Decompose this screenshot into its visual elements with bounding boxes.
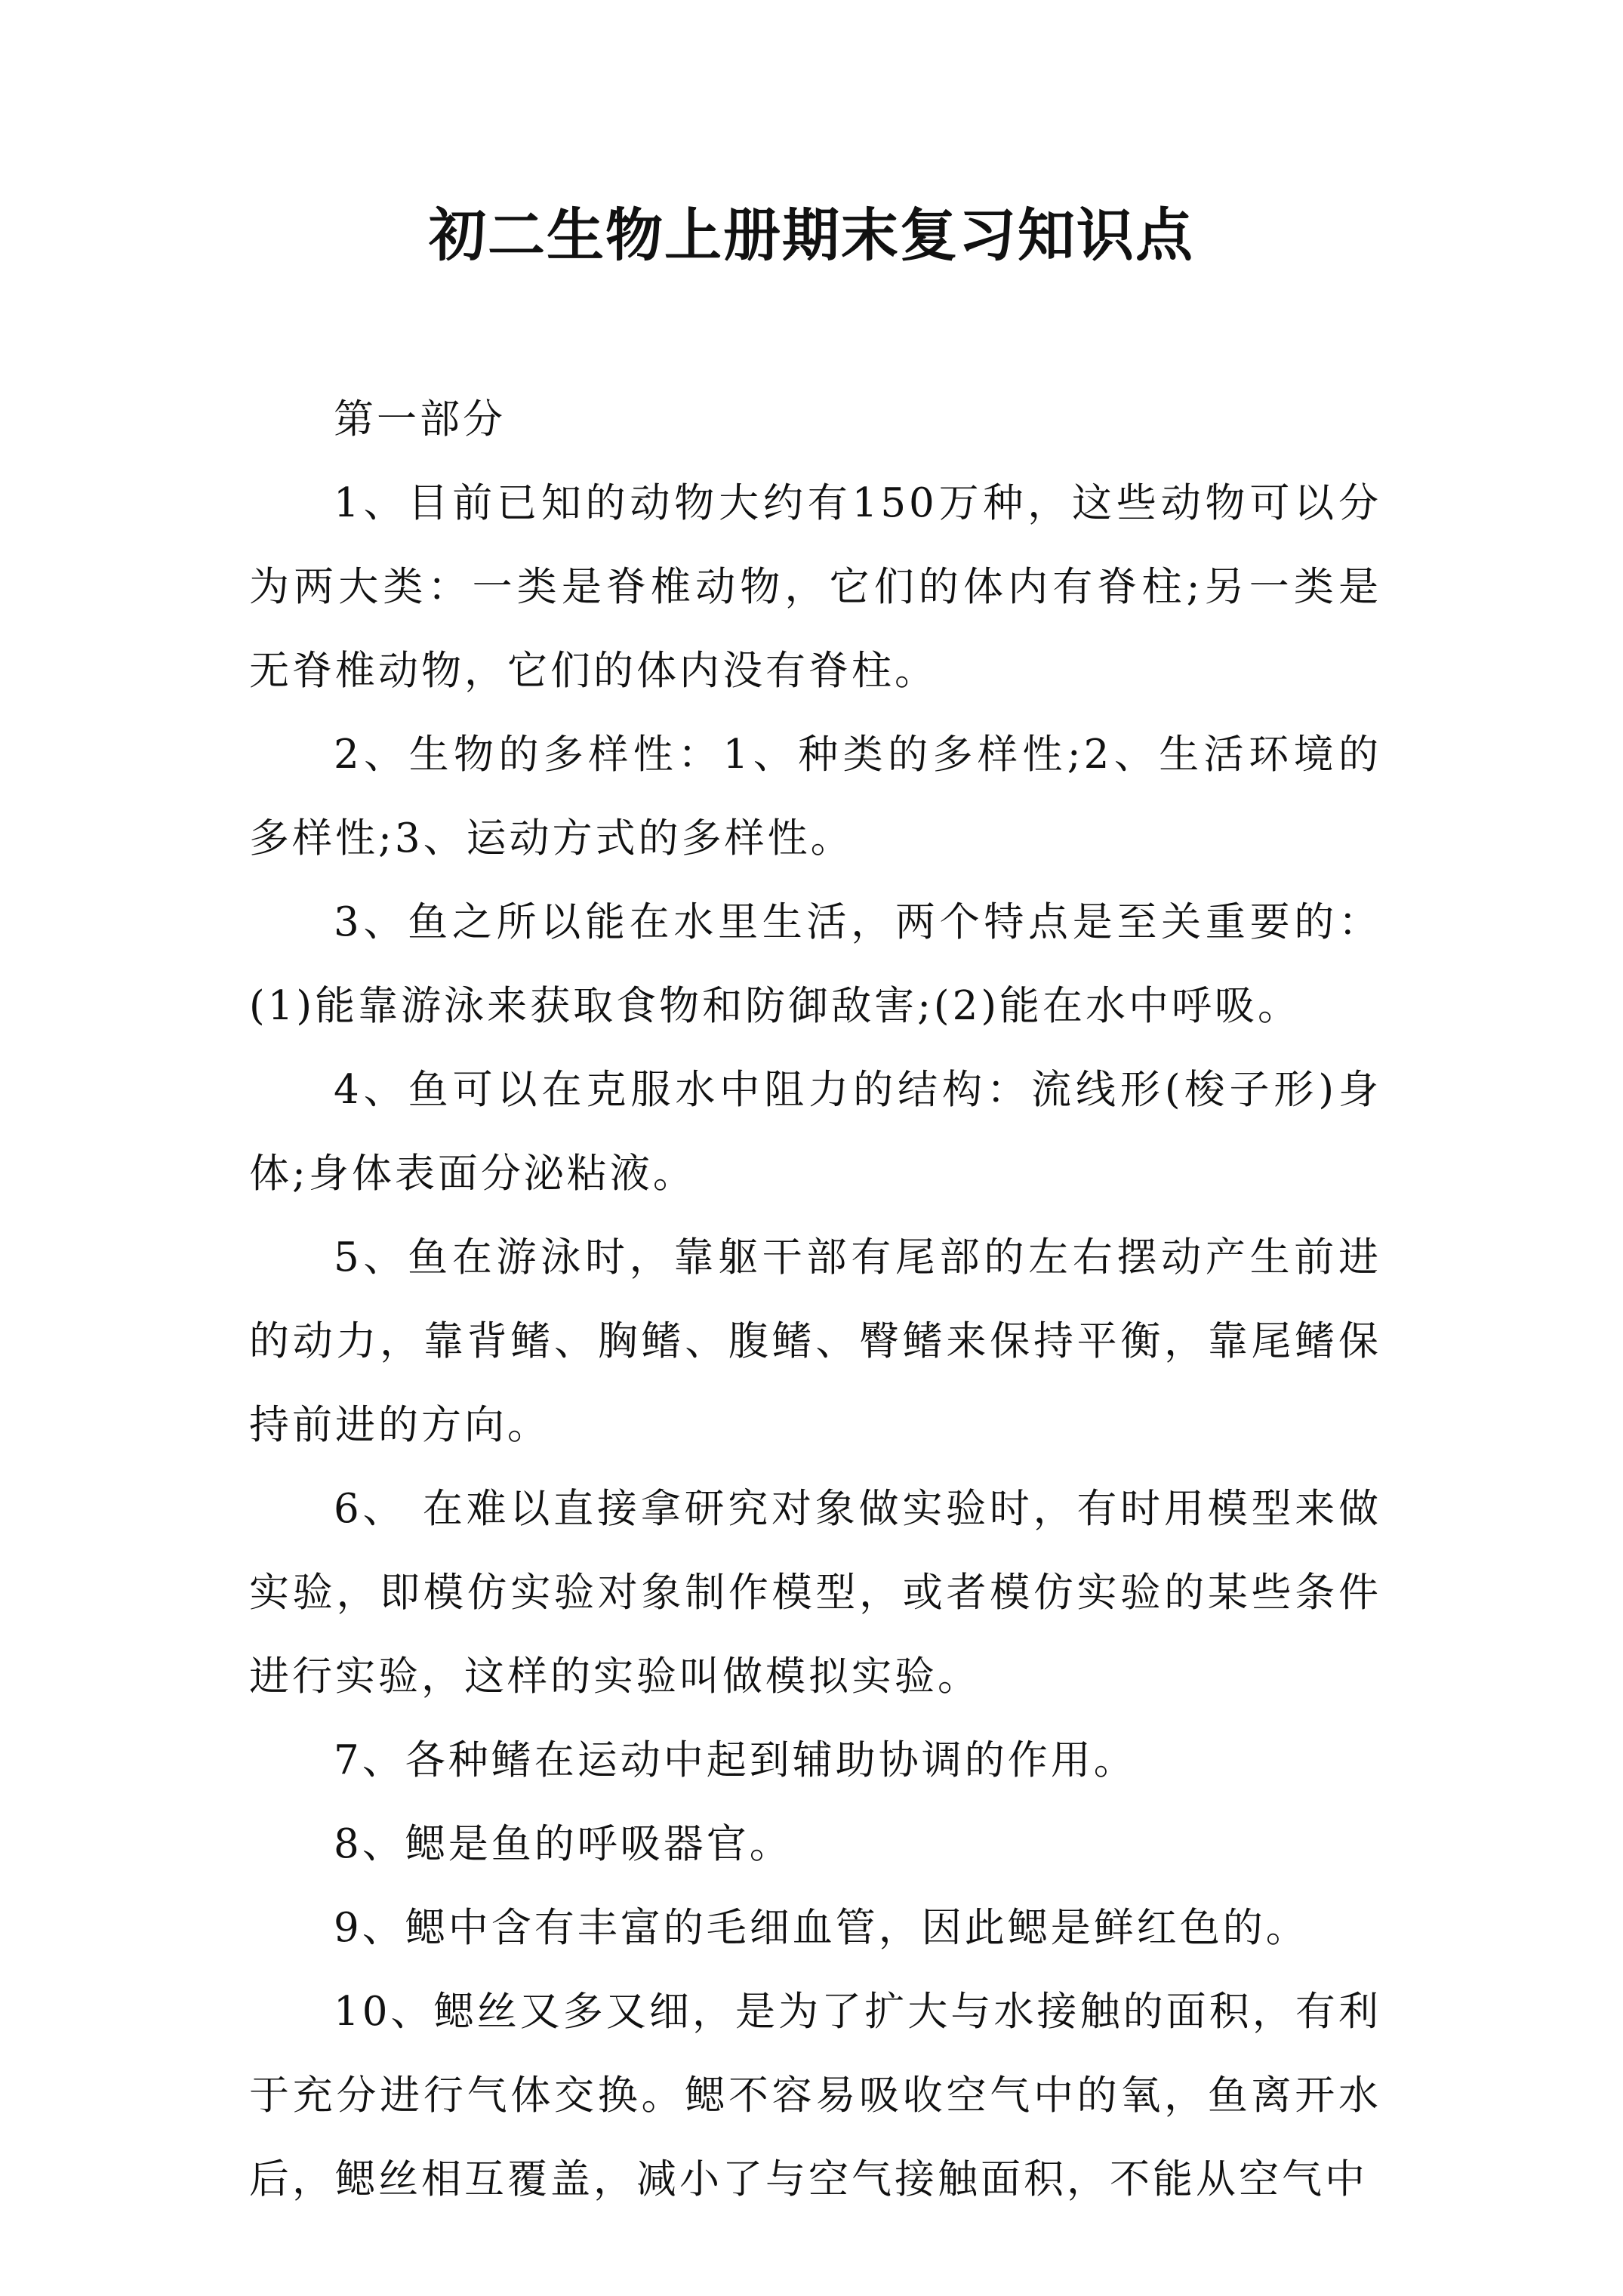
paragraph-5: 5、鱼在游泳时，靠躯干部有尾部的左右摆动产生前进的动力，靠背鳍、胸鳍、腹鳍、臀鳍来保持平衡，靠尾鳍保持前进的方向。	[249, 1234, 1381, 1448]
section-heading: 第一部分	[334, 396, 506, 442]
paragraph-7: 7、各种鳍在运动中起到辅助协调的作用。	[334, 1737, 1137, 1783]
paragraph-8: 8、鳃是鱼的呼吸器官。	[334, 1821, 793, 1867]
paragraph-6: 6、 在难以直接拿研究对象做实验时，有时用模型来做实验，即模仿实验对象制作模型，或者模仿实验的某些条件进行实验，这样的实验叫做模拟实验。	[249, 1486, 1381, 1700]
document-title: 初二生物上册期末复习知识点	[429, 202, 1194, 269]
paragraph-4: 4、鱼可以在克服水中阻力的结构：流线形(梭子形)身体;身体表面分泌粘液。	[249, 1067, 1381, 1197]
paragraph-9: 9、鳃中含有丰富的毛细血管，因此鳃是鲜红色的。	[334, 1905, 1309, 1951]
paragraph-2: 2、生物的多样性：1、种类的多样性;2、生活环境的多样性;3、运动方式的多样性。	[249, 732, 1381, 861]
document-body	[249, 378, 1381, 2221]
paragraph-1: 1、目前已知的动物大约有150万种，这些动物可以分为两大类：一类是脊椎动物，它们的体内有脊柱;另一类是无脊椎动物，它们的体内没有脊柱。	[249, 480, 1381, 694]
paragraph-3: 3、鱼之所以能在水里生活，两个特点是至关重要的：(1)能靠游泳来获取食物和防御敌害;(2)能在水中呼吸。	[249, 899, 1381, 1029]
paragraph-10: 10、鳃丝又多又细，是为了扩大与水接触的面积，有利于充分进行气体交换。鳃不容易吸收空气中的氧，鱼离开水后，鳃丝相互覆盖，减小了与空气接触面积，不能从空气中	[249, 1989, 1381, 2202]
